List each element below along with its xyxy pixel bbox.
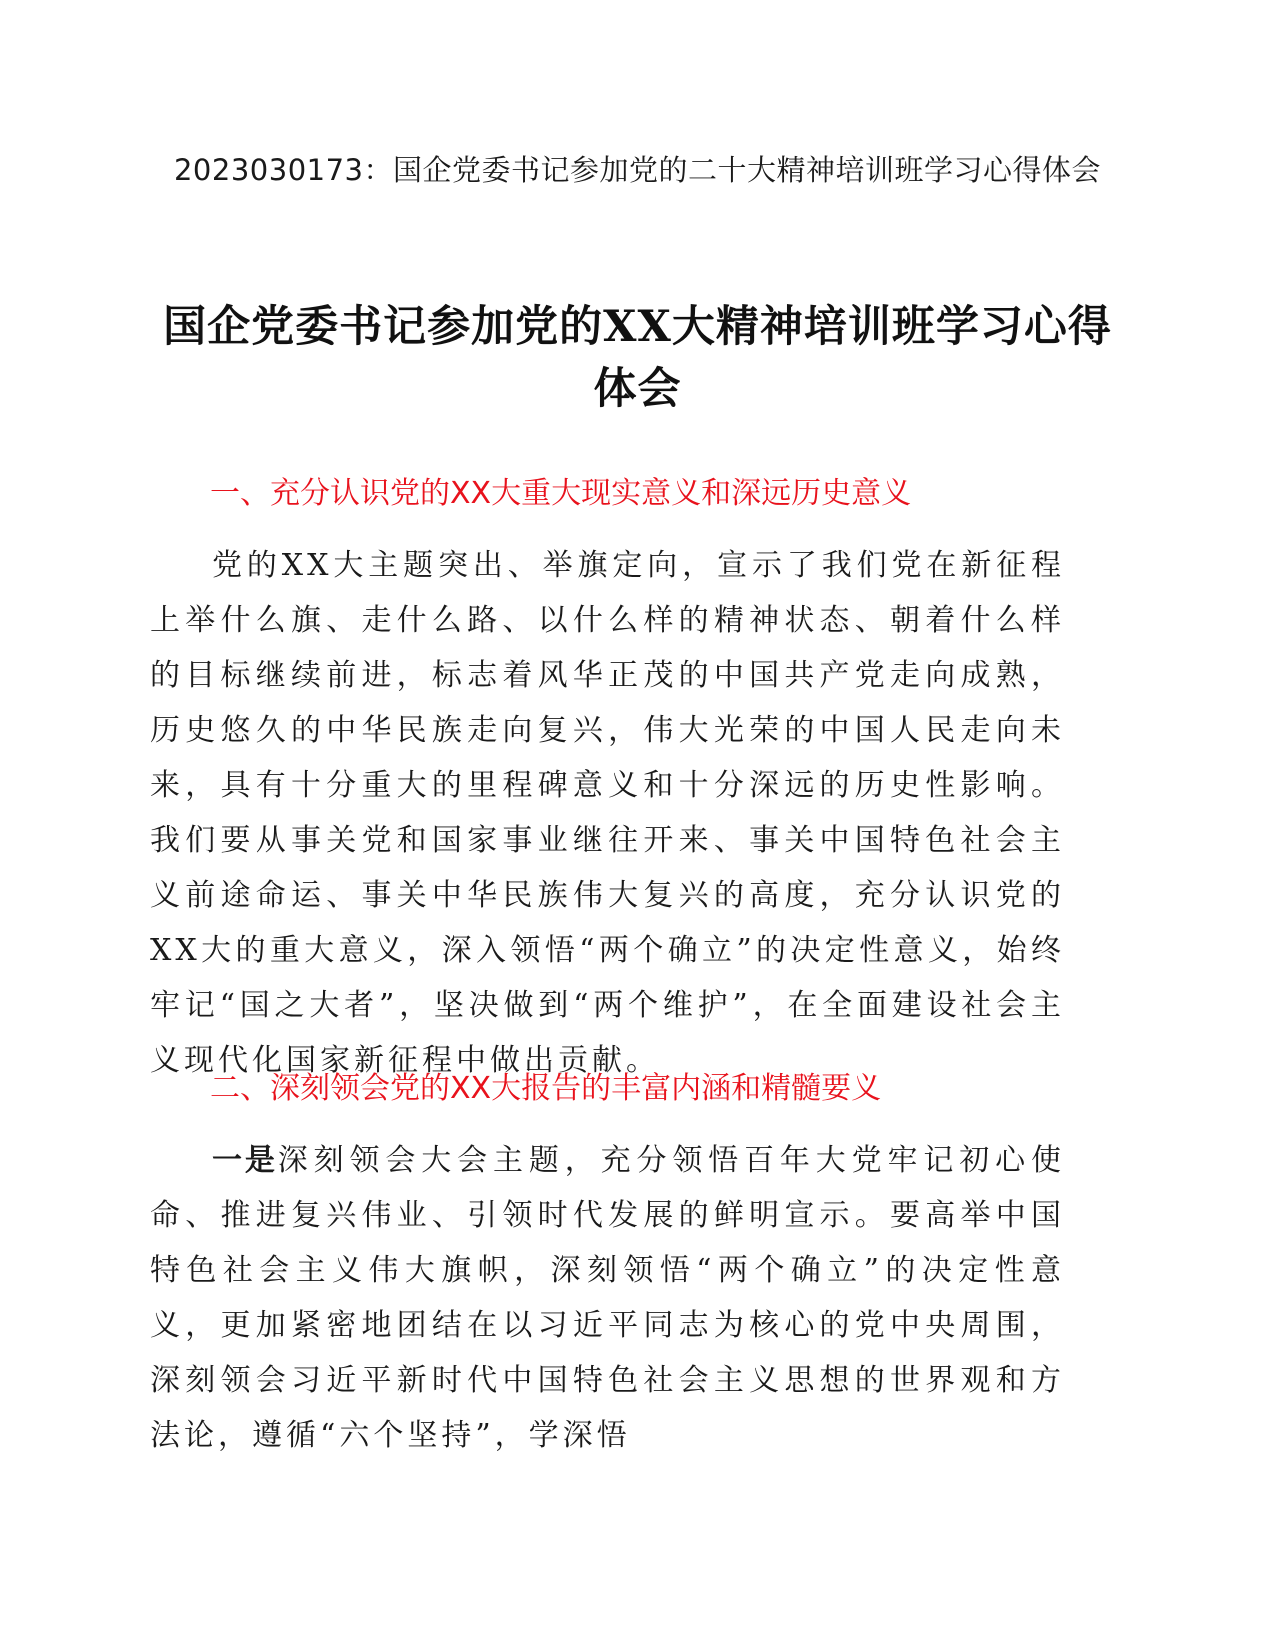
section-2-paragraph [150, 1133, 1065, 1463]
paragraph-lead-bold: 一是 [212, 1143, 278, 1178]
section-2-paragraph-text: 深刻领会大会主题，充分领悟百年大党牢记初心使命、推进复兴伟业、引领时代发展的鲜明宣示。要高举中国特色社会主义伟大旗帜，深刻领悟“两个确立”的决定性意义，更加紧密地团结在以习近平同志为核心的党中央周围，深刻领会习近平新时代中国特色社会主义思想的世界观和方法论，遵循“六个坚持”，学深悟 [150, 1143, 1066, 1453]
document-header-line: 2023030173：国企党委书记参加党的二十大精神培训班学习心得体会 [173, 153, 1101, 187]
section-heading-2: 二、深刻领会党的XX大报告的丰富内涵和精髓要义 [210, 1071, 882, 1106]
section-heading-1: 一、充分认识党的XX大重大现实意义和深远历史意义 [210, 476, 912, 511]
document-title: 国企党委书记参加党的XX大精神培训班学习心得体会 [163, 302, 1112, 414]
section-1-paragraph: 党的XX大主题突出、举旗定向，宣示了我们党在新征程上举什么旗、走什么路、以什么样的精神状态、朝着什么样的目标继续前进，标志着风华正茂的中国共产党走向成熟，历史悠久的中华民族走向复兴，伟大光荣的中国人民走向未来，具有十分重大的里程碑意义和十分深远的历史性影响。我们要从事关党和国家事业继往开来、事关中国特色社会主义前途命运、事关中华民族伟大复兴的高度，充分认识党的XX大的重大意义，深入领悟“两个确立”的决定性意义，始终牢记“国之大者”，坚决做到“两个维护”，在全面建设社会主义现代化国家新征程中做出贡献。 [150, 548, 1065, 1078]
